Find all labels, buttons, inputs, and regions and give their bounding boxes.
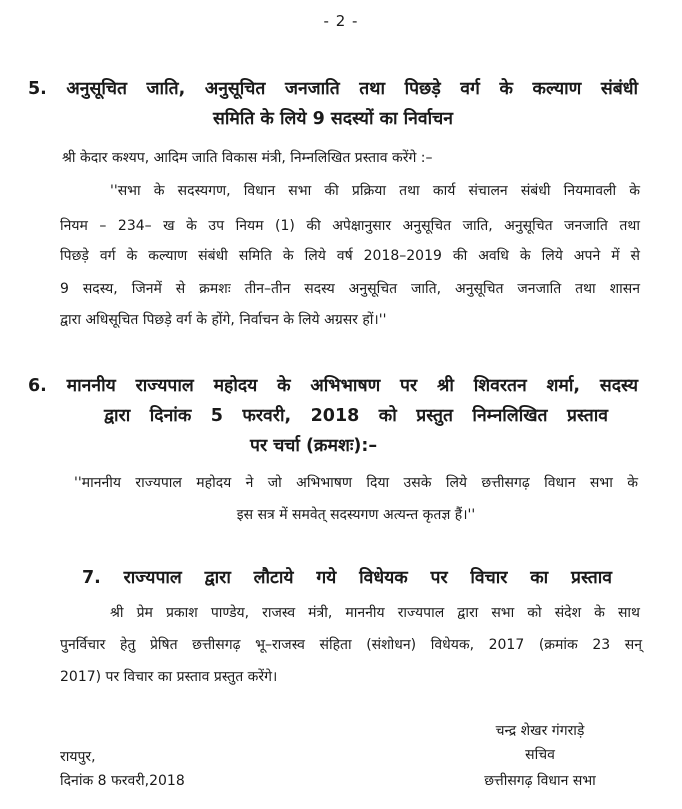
item6-para-line2: इस सत्र में समवेत् सदस्यगण अत्यन्त कृतज्ञ हैं।'' (236, 507, 476, 523)
item5-para-line2: नियम – 234– ख के उप नियम (1) की अपेक्षानुसार अनुसूचित जाति, अनुसूचित जनजाति तथा (60, 218, 640, 234)
item5-para-line4: 9 सदस्य, जिनमें से क्रमशः तीन–तीन सदस्य अनुसूचित जाति, अनुसूचित जनजाति तथा शासन (60, 281, 640, 297)
item7-para-line3: 2017) पर विचार का प्रस्ताव प्रस्तुत करेंगे। (60, 669, 278, 685)
item5-para-line5: द्वारा अधिसूचित पिछड़े वर्ग के होंगे, निर्वाचन के लिये अग्रसर हों।'' (60, 312, 387, 328)
item7-heading: 7. राज्यपाल द्वारा लौटाये गये विधेयक पर विचार का प्रस्ताव (82, 568, 612, 588)
item7-para-line2: पुनर्विचार हेतु प्रेषित छत्तीसगढ़ भू–राजस्व संहिता (संशोधन) विधेयक, 2017 (क्रमांक 23 सन् (60, 637, 642, 653)
item5-heading-line1: 5. अनुसूचित जाति, अनुसूचित जनजाति तथा पिछड़े वर्ग के कल्याण संबंधी (28, 79, 638, 99)
item5-heading-line2: समिति के लिये 9 सदस्यों का निर्वाचन (213, 109, 453, 129)
item5-para-line3: पिछड़े वर्ग के कल्याण संबंधी समिति के लिये वर्ष 2018–2019 की अवधि के लिये अपने में से (60, 248, 640, 264)
page-number: - 2 - (323, 12, 359, 30)
item6-heading-line3: पर चर्चा (क्रमशः):– (250, 436, 378, 456)
item6-heading-line2: द्वारा दिनांक 5 फरवरी, 2018 को प्रस्तुत निम्नलिखित प्रस्ताव (104, 406, 608, 426)
item6-para-line1: ''माननीय राज्यपाल महोदय ने जो अभिभाषण दिया उसके लिये छत्तीसगढ़ विधान सभा के (74, 475, 638, 491)
item6-heading-line1: 6. माननीय राज्यपाल महोदय के अभिभाषण पर श्री शिवरतन शर्मा, सदस्य (28, 376, 638, 396)
footer-date: दिनांक 8 फरवरी,2018 (60, 773, 185, 789)
footer-place: रायपुर, (60, 749, 96, 765)
item7-para-line1: श्री प्रेम प्रकाश पाण्डेय, राजस्व मंत्री, माननीय राज्यपाल द्वारा सभा को संदेश के साथ (110, 605, 640, 621)
item5-para-line1: ''सभा के सदस्यगण, विधान सभा की प्रक्रिया तथा कार्य संचालन संबंधी नियमावली के (110, 183, 640, 199)
signatory-title: सचिव (525, 747, 555, 763)
item5-intro: श्री केदार कश्यप, आदिम जाति विकास मंत्री, निम्नलिखित प्रस्ताव करेंगे :– (62, 150, 433, 166)
signatory-name: चन्द्र शेखर गंगराड़े (495, 723, 585, 739)
signatory-org: छत्तीसगढ़ विधान सभा (484, 773, 596, 789)
